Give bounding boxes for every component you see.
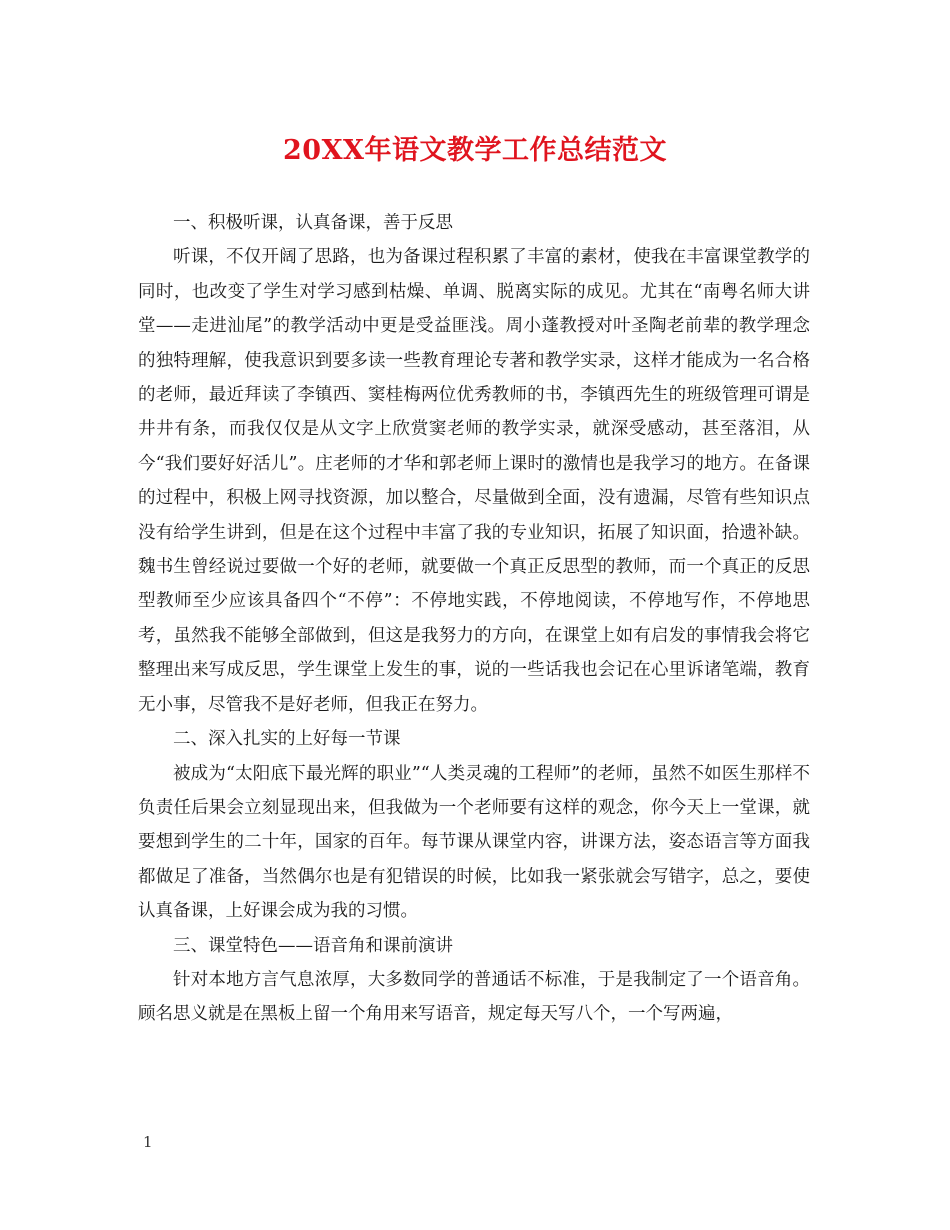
section-heading-3: 三、课堂特色——语音角和课前演讲: [173, 935, 453, 956]
page-number: 1: [143, 1133, 153, 1151]
section-heading-2: 二、深入扎实的上好每一节课: [173, 729, 401, 750]
section-heading-1: 一、积极听课，认真备课，善于反思: [173, 213, 453, 233]
document-title: 20XX年语文教学工作总结范文: [283, 135, 667, 166]
paragraph-3: 针对本地方言气息浓厚，大多数同学的普通话不标准，于是我制定了一个语音角。顾名思义就是在黑板上留一个角用来写语音，规定每天写八个，一个写两遍，: [138, 969, 810, 1025]
paragraph-1: 听课，不仅开阔了思路，也为备课过程积累了丰富的素材，使我在丰富课堂教学的同时，也改变了学生对学习感到枯燥、单调、脱离实际的成见。尤其在“南粤名师大讲堂——走进汕尾”的教学活动中更是受益匪浅。周小蓬教授对叶圣陶老前辈的教学理念的独特理解，使我意识到要多读一些教育理论专著和教学实录，这样才能成为一名合格的老师，最近拜读了李镇西、窦桂梅两位优秀教师的书，李镇西先生的班级管理可谓是井井有条，而我仅仅是从文字上欣赏窦老师的教学实录，就深受感动，甚至落泪，从今“我们要好好活儿”。庄老师的才华和郭老师上课时的激情也是我学习的地方。在备课的过程中，积极上网寻找资源，加以整合，尽量做到全面，没有遗漏，尽管有些知识点没有给学生讲到，但是在这个过程中丰富了我的专业知识，拓展了知识面，拾遗补缺。魏书生曾经说过要做一个好的老师，就要做一个真正反思型的教师，而一个真正的反思型教师至少应该具备四个“不停”：不停地实践，不停地阅读，不停地写作，不停地思考，虽然我不能够全部做到，但这是我努力的方向，在课堂上如有启发的事情我会将它整理出来写成反思，学生课堂上发生的事，说的一些话我也会记在心里诉诸笔端，教育无小事，尽管我不是好老师，但我正在努力。: [138, 247, 810, 715]
document-body: [138, 206, 810, 1032]
paragraph-2: 被成为“太阳底下最光辉的职业”“人类灵魂的工程师”的老师，虽然不如医生那样不负责任后果会立刻显现出来，但我做为一个老师要有这样的观念，你今天上一堂课，就要想到学生的二十年，国家的百年。每节课从课堂内容，讲课方法，姿态语言等方面我都做足了准备，当然偶尔也是有犯错误的时候，比如我一紧张就会写错字，总之，要使认真备课，上好课会成为我的习惯。: [138, 763, 810, 922]
